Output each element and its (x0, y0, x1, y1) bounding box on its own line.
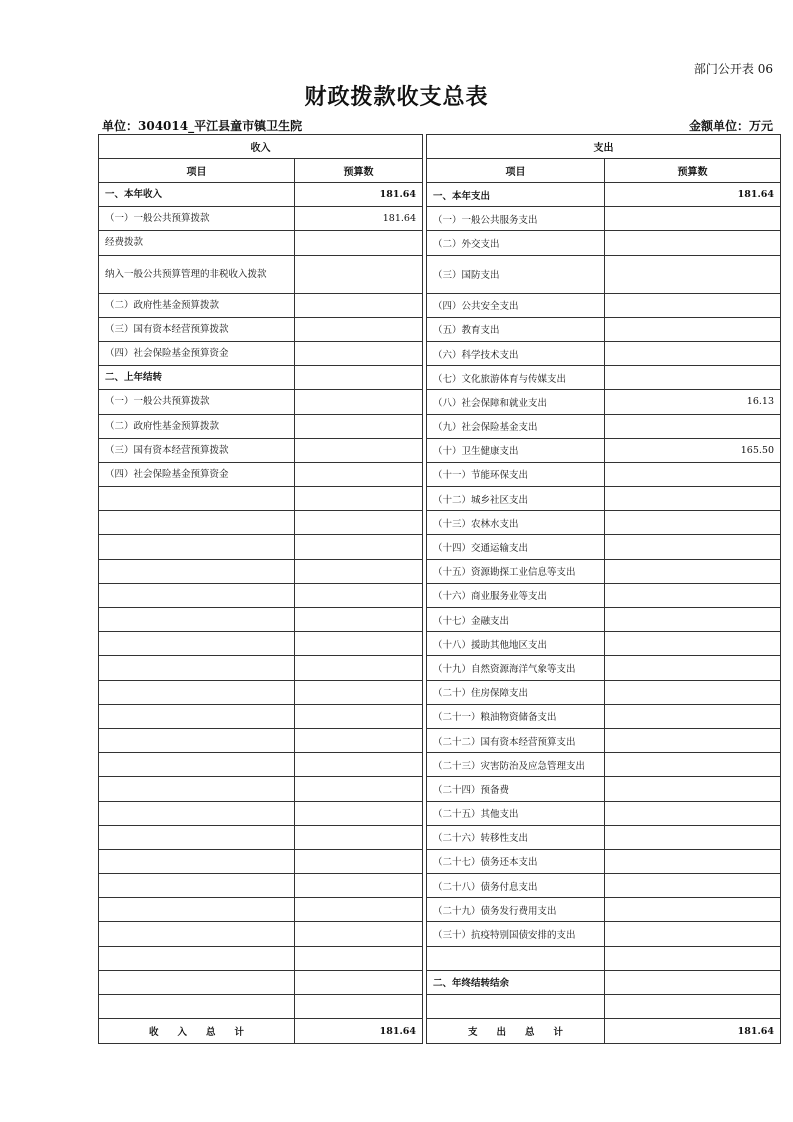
income-item-cell (99, 777, 295, 801)
income-value-cell (295, 341, 423, 365)
expense-item-cell: （二十七）债务还本支出 (427, 849, 605, 873)
income-value-cell (295, 777, 423, 801)
table-row (99, 922, 781, 946)
income-item-cell: （三）国有资本经营预算拨款 (99, 438, 295, 462)
expense-value-cell (605, 874, 781, 898)
income-item-cell (99, 632, 295, 656)
expense-value-cell (605, 487, 781, 511)
expense-value-cell (605, 728, 781, 752)
expense-item-cell: （八）社会保障和就业支出 (427, 390, 605, 414)
income-item-cell: （一）一般公共预算拨款 (99, 390, 295, 414)
income-value-cell (295, 462, 423, 486)
income-value-cell (295, 922, 423, 946)
expense-item-cell: （十九）自然资源海洋气象等支出 (427, 656, 605, 680)
expense-value-cell (605, 317, 781, 341)
income-value-cell (295, 995, 423, 1019)
expense-item-cell: （二十四）预备费 (427, 777, 605, 801)
income-value-cell (295, 608, 423, 632)
income-item-header: 项目 (99, 159, 295, 183)
income-value-cell: 181.64 (295, 183, 423, 207)
income-value-cell (295, 293, 423, 317)
income-value-cell (295, 728, 423, 752)
income-item-cell: （四）社会保险基金预算资金 (99, 341, 295, 365)
expense-value-cell (605, 231, 781, 255)
expense-item-cell: （七）文化旅游体育与传媒支出 (427, 366, 605, 390)
expense-item-cell: （二十二）国有资本经营预算支出 (427, 728, 605, 752)
income-total-label: 收 入 总 计 (99, 1019, 295, 1044)
expense-value-cell (605, 849, 781, 873)
income-value-cell (295, 438, 423, 462)
expense-item-cell: （十六）商业服务业等支出 (427, 583, 605, 607)
income-value-cell (295, 487, 423, 511)
income-item-cell (99, 728, 295, 752)
income-value-cell (295, 317, 423, 341)
expense-item-header: 项目 (427, 159, 605, 183)
income-value-cell (295, 753, 423, 777)
expense-value-cell (605, 341, 781, 365)
income-value-cell (295, 511, 423, 535)
income-item-cell: 二、上年结转 (99, 366, 295, 390)
expense-value-cell (605, 632, 781, 656)
income-value-cell (295, 231, 423, 255)
expense-value-cell (605, 704, 781, 728)
amount-unit: 金额单位：万元 (688, 119, 773, 133)
expense-value-cell (605, 970, 781, 994)
expense-value-cell: 16.13 (605, 390, 781, 414)
table-row (99, 801, 781, 825)
table-row (99, 849, 781, 873)
expense-value-cell (605, 255, 781, 293)
income-item-cell (99, 583, 295, 607)
table-row (99, 583, 781, 607)
table-row (99, 414, 781, 438)
expense-item-cell: （十三）农林水支出 (427, 511, 605, 535)
expense-total-label: 支 出 总 计 (427, 1019, 605, 1044)
table-row (99, 293, 781, 317)
expense-item-cell: （一）一般公共服务支出 (427, 207, 605, 231)
income-value-cell (295, 825, 423, 849)
expense-value-cell (605, 462, 781, 486)
section-header-row (99, 135, 781, 159)
expense-item-cell: （二十八）债务付息支出 (427, 874, 605, 898)
income-item-cell (99, 608, 295, 632)
table-row (99, 462, 781, 486)
expense-item-cell: （十七）金融支出 (427, 608, 605, 632)
income-item-cell (99, 656, 295, 680)
expense-item-cell: 二、年终结转结余 (427, 970, 605, 994)
income-item-cell (99, 825, 295, 849)
table-row (99, 317, 781, 341)
expense-item-cell (427, 995, 605, 1019)
expense-item-cell: （二十九）债务发行费用支出 (427, 898, 605, 922)
income-budget-header: 预算数 (295, 159, 423, 183)
expense-value-cell (605, 293, 781, 317)
income-value-cell (295, 535, 423, 559)
income-item-cell (99, 946, 295, 970)
expense-item-cell: （二十三）灾害防治及应急管理支出 (427, 753, 605, 777)
expense-value-cell (605, 366, 781, 390)
expense-value-cell (605, 656, 781, 680)
income-value-cell (295, 656, 423, 680)
expense-item-cell: （三十）抗疫特别国债安排的支出 (427, 922, 605, 946)
income-item-cell (99, 898, 295, 922)
income-item-cell: （二）政府性基金预算拨款 (99, 414, 295, 438)
table-row (99, 438, 781, 462)
income-value-cell (295, 946, 423, 970)
expense-item-cell: （十五）资源勘探工业信息等支出 (427, 559, 605, 583)
expense-value-cell (605, 583, 781, 607)
income-item-cell (99, 535, 295, 559)
table-row (99, 680, 781, 704)
table-row (99, 825, 781, 849)
table-row (99, 390, 781, 414)
income-value-cell (295, 874, 423, 898)
expense-value-cell: 181.64 (605, 183, 781, 207)
income-item-cell (99, 995, 295, 1019)
table-row (99, 704, 781, 728)
income-item-cell (99, 704, 295, 728)
table-row (99, 341, 781, 365)
expense-item-cell: （二）外交支出 (427, 231, 605, 255)
totals-row (99, 1019, 781, 1044)
table-row (99, 231, 781, 255)
table-row (99, 207, 781, 231)
income-total-value: 181.64 (295, 1019, 423, 1044)
income-value-cell (295, 849, 423, 873)
expense-item-cell: （六）科学技术支出 (427, 341, 605, 365)
expense-value-cell (605, 753, 781, 777)
expense-value-cell (605, 946, 781, 970)
income-value-cell (295, 583, 423, 607)
income-item-cell (99, 487, 295, 511)
expense-item-cell: （十一）节能环保支出 (427, 462, 605, 486)
expense-item-cell (427, 946, 605, 970)
income-item-cell (99, 922, 295, 946)
income-item-cell: （三）国有资本经营预算拨款 (99, 317, 295, 341)
income-value-cell (295, 255, 423, 293)
expense-value-cell (605, 680, 781, 704)
expense-item-cell: （二十）住房保障支出 (427, 680, 605, 704)
expense-value-cell (605, 922, 781, 946)
income-item-cell (99, 970, 295, 994)
income-value-cell (295, 680, 423, 704)
column-header-row (99, 159, 781, 183)
expense-item-cell: （二十六）转移性支出 (427, 825, 605, 849)
expense-value-cell (605, 777, 781, 801)
expense-value-cell (605, 511, 781, 535)
table-row (99, 535, 781, 559)
table-row (99, 632, 781, 656)
expense-value-cell (605, 898, 781, 922)
income-section-header: 收入 (99, 135, 423, 159)
income-item-cell (99, 511, 295, 535)
expense-item-cell: （五）教育支出 (427, 317, 605, 341)
income-value-cell (295, 559, 423, 583)
expense-value-cell (605, 825, 781, 849)
expense-value-cell: 165.50 (605, 438, 781, 462)
expense-value-cell (605, 535, 781, 559)
expense-item-cell: 一、本年支出 (427, 183, 605, 207)
table-row (99, 487, 781, 511)
table-row (99, 511, 781, 535)
income-item-cell (99, 680, 295, 704)
income-item-cell: （一）一般公共预算拨款 (99, 207, 295, 231)
unit-label: 单位：304014_平江县童市镇卫生院 (102, 119, 303, 133)
table-row (99, 898, 781, 922)
expense-item-cell: （十四）交通运输支出 (427, 535, 605, 559)
income-item-cell (99, 753, 295, 777)
income-item-cell (99, 874, 295, 898)
income-item-cell (99, 849, 295, 873)
income-item-cell (99, 801, 295, 825)
form-number: 部门公开表 06 (693, 62, 773, 76)
table-row (99, 608, 781, 632)
table-row (99, 970, 781, 994)
expense-value-cell (605, 414, 781, 438)
expense-value-cell (605, 559, 781, 583)
income-item-cell: 纳入一般公共预算管理的非税收入拨款 (99, 255, 295, 293)
table-row (99, 656, 781, 680)
income-item-cell: 经费拨款 (99, 231, 295, 255)
income-value-cell (295, 801, 423, 825)
table-row (99, 366, 781, 390)
expense-value-cell (605, 608, 781, 632)
income-item-cell (99, 559, 295, 583)
expense-item-cell: （三）国防支出 (427, 255, 605, 293)
table-row (99, 995, 781, 1019)
expense-item-cell: （四）公共安全支出 (427, 293, 605, 317)
income-value-cell (295, 390, 423, 414)
table-row (99, 946, 781, 970)
expense-budget-header: 预算数 (605, 159, 781, 183)
income-value-cell (295, 970, 423, 994)
expense-total-value: 181.64 (605, 1019, 781, 1044)
table-row (99, 874, 781, 898)
income-value-cell (295, 632, 423, 656)
table-row (99, 753, 781, 777)
expense-item-cell: （九）社会保险基金支出 (427, 414, 605, 438)
income-value-cell (295, 704, 423, 728)
table-row (99, 255, 781, 293)
income-value-cell (295, 898, 423, 922)
income-item-cell: （四）社会保险基金预算资金 (99, 462, 295, 486)
income-value-cell: 181.64 (295, 207, 423, 231)
table-row (99, 728, 781, 752)
income-item-cell: 一、本年收入 (99, 183, 295, 207)
expense-item-cell: （二十一）粮油物资储备支出 (427, 704, 605, 728)
expense-item-cell: （十二）城乡社区支出 (427, 487, 605, 511)
table-row (99, 559, 781, 583)
table-row (99, 183, 781, 207)
expense-item-cell: （十八）援助其他地区支出 (427, 632, 605, 656)
expense-item-cell: （十）卫生健康支出 (427, 438, 605, 462)
page-title: 财政拨款收支总表 (304, 84, 489, 110)
income-item-cell: （二）政府性基金预算拨款 (99, 293, 295, 317)
income-value-cell (295, 414, 423, 438)
expense-value-cell (605, 801, 781, 825)
income-value-cell (295, 366, 423, 390)
table-row (99, 777, 781, 801)
expense-section-header: 支出 (427, 135, 781, 159)
budget-summary-table (98, 134, 781, 1044)
expense-item-cell: （二十五）其他支出 (427, 801, 605, 825)
expense-value-cell (605, 995, 781, 1019)
expense-value-cell (605, 207, 781, 231)
